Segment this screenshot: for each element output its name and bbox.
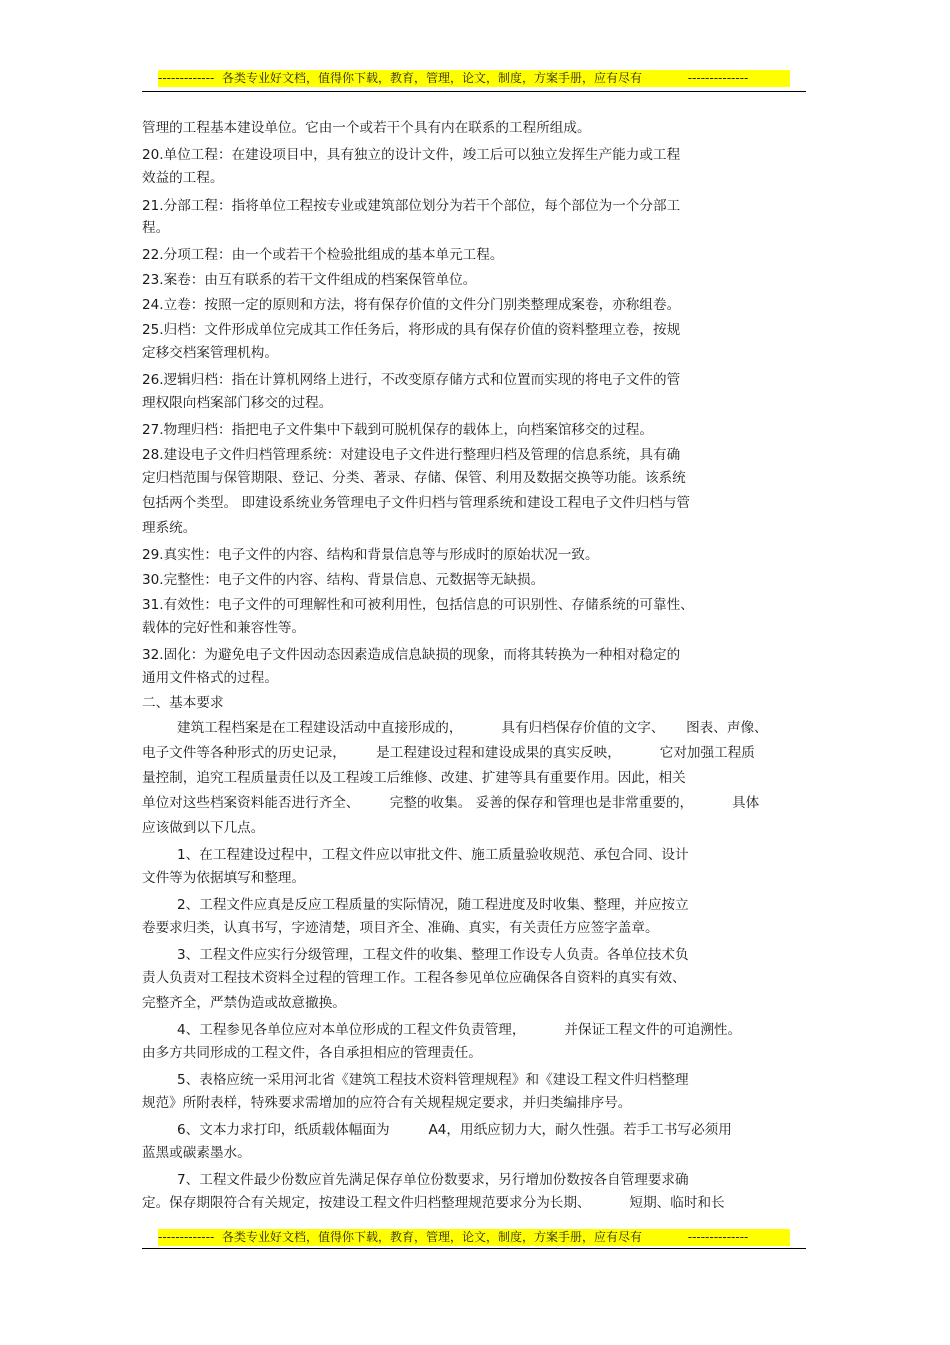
footer-banner-text: 各类专业好文档，值得你下载，教育，管理，论文，制度，方案手册，应有尽有 xyxy=(221,1230,642,1244)
paragraph-line: 建筑工程档案是在工程建设活动中直接形成的， 具有归档保存价值的文字、 图表、声像、 xyxy=(177,720,768,736)
paragraph-line: 量控制，追究工程质量责任以及工程竣工后维修、改建、扩建等具有重要作用。因此，相关 xyxy=(142,770,686,786)
text-line: 通用文件格式的过程。 xyxy=(142,670,278,686)
text-line: 规范》所附表样，特殊要求需增加的应符合有关规程规定要求，并归类编排序号。 xyxy=(142,1095,632,1111)
requirement-7: 7、工程文件最少份数应首先满足保存单位份数要求，另行增加份数按各自管理要求确 xyxy=(177,1172,689,1188)
requirement-5: 5、表格应统一采用河北省《建筑工程技术资料管理规程》和《建设工程文件归档整理 xyxy=(177,1072,689,1088)
header-banner-dashes-left: ------------- xyxy=(158,71,215,85)
definition-21: 21.分部工程：指将单位工程按专业或建筑部位划分为若干个部位，每个部位为一个分部工 xyxy=(142,198,681,214)
text-line: 理权限向档案部门移交的过程。 xyxy=(142,395,333,411)
text-line: 载体的完好性和兼容性等。 xyxy=(142,620,306,636)
text-line: 由多方共同形成的工程文件，各自承担相应的管理责任。 xyxy=(142,1045,482,1061)
definition-26: 26.逻辑归档：指在计算机网络上进行，不改变原存储方式和位置而实现的将电子文件的管 xyxy=(142,372,681,388)
header-banner-text: 各类专业好文档，值得你下载，教育，管理，论文，制度，方案手册，应有尽有 xyxy=(221,71,642,85)
definition-23: 23.案卷：由互有联系的若干文件组成的档案保管单位。 xyxy=(142,272,477,288)
header-banner-dashes-right: -------------- xyxy=(687,71,749,85)
footer-rule xyxy=(142,1248,806,1249)
definition-24: 24.立卷：按照一定的原则和方法，将有保存价值的文件分门别类整理成案卷，亦称组卷。 xyxy=(142,297,681,313)
text-line: 蓝黑或碳素墨水。 xyxy=(142,1145,251,1161)
definition-25: 25.归档：文件形成单位完成其工作任务后，将形成的具有保存价值的资料整理立卷，按规 xyxy=(142,322,681,338)
definition-30: 30.完整性：电子文件的内容、结构、背景信息、元数据等无缺损。 xyxy=(142,572,545,588)
requirement-1: 1、在工程建设过程中，工程文件应以审批文件、施工质量验收规范、承包合同、设计 xyxy=(177,847,689,863)
definition-28: 28.建设电子文件归档管理系统：对建设电子文件进行整理归档及管理的信息系统，具有确 xyxy=(142,447,681,463)
footer-banner xyxy=(158,1229,790,1246)
definition-22: 22.分项工程：由一个或若干个检验批组成的基本单元工程。 xyxy=(142,247,504,263)
requirement-2: 2、工程文件应真是反应工程质量的实际情况，随工程进度及时收集、整理，并应按立 xyxy=(177,897,689,913)
text-line: 效益的工程。 xyxy=(142,170,224,186)
text-line: 理系统。 xyxy=(142,520,197,536)
text-line: 文件等为依据填写和整理。 xyxy=(142,870,306,886)
text-line: 管理的工程基本建设单位。它由一个或若干个具有内在联系的工程所组成。 xyxy=(142,120,591,136)
header-banner xyxy=(158,70,790,87)
requirement-4: 4、工程参见各单位应对本单位形成的工程文件负责管理， 并保证工程文件的可追溯性。 xyxy=(177,1022,742,1038)
text-line: 程。 xyxy=(142,220,170,236)
definition-20: 20.单位工程：在建设项目中，具有独立的设计文件，竣工后可以独立发挥生产能力或工程 xyxy=(142,147,681,163)
footer-banner-dashes-left: ------------- xyxy=(158,1230,215,1244)
requirement-6: 6、文本力求打印，纸质载体幅面为 A4，用纸应韧力大，耐久性强。若手工书写必须用 xyxy=(177,1122,732,1138)
text-line: 完整齐全，严禁伪造或故意撤换。 xyxy=(142,995,346,1011)
text-line: 包括两个类型。 即建设系统业务管理电子文件归档与管理系统和建设工程电子文件归档与管 xyxy=(142,495,691,511)
definition-27: 27.物理归档：指把电子文件集中下载到可脱机保存的载体上，向档案馆移交的过程。 xyxy=(142,422,653,438)
paragraph-line: 电子文件等各种形式的历史记录， 是工程建设过程和建设成果的真实反映， 它对加强工程质 xyxy=(142,745,755,761)
definition-32: 32.固化：为避免电子文件因动态因素造成信息缺损的现象，而将其转换为一种相对稳定的 xyxy=(142,647,681,663)
section-heading: 二、基本要求 xyxy=(142,695,224,711)
text-line: 定。保存期限符合有关规定，按建设工程文件归档整理规范要求分为长期、 短期、临时和长 xyxy=(142,1195,725,1211)
definition-29: 29.真实性：电子文件的内容、结构和背景信息等与形成时的原始状况一致。 xyxy=(142,547,599,563)
header-rule xyxy=(142,91,806,92)
definition-31: 31.有效性：电子文件的可理解性和可被利用性，包括信息的可识别性、存储系统的可靠性、 xyxy=(142,597,694,613)
paragraph-line: 单位对这些档案资料能否进行齐全、 完整的收集。 妥善的保存和管理也是非常重要的， 具体 xyxy=(142,795,760,811)
text-line: 定归档范围与保管期限、登记、分类、著录、存储、保管、利用及数据交换等功能。该系统 xyxy=(142,470,686,486)
text-line: 卷要求归类，认真书写，字迹清楚，项目齐全、准确、真实，有关责任方应签字盖章。 xyxy=(142,920,659,936)
text-line: 责人负责对工程技术资料全过程的管理工作。工程各参见单位应确保各自资料的真实有效、 xyxy=(142,970,686,986)
requirement-3: 3、工程文件应实行分级管理，工程文件的收集、整理工作设专人负责。各单位技术负 xyxy=(177,947,689,963)
text-line: 定移交档案管理机构。 xyxy=(142,345,278,361)
paragraph-line: 应该做到以下几点。 xyxy=(142,820,265,836)
footer-banner-dashes-right: -------------- xyxy=(687,1230,749,1244)
